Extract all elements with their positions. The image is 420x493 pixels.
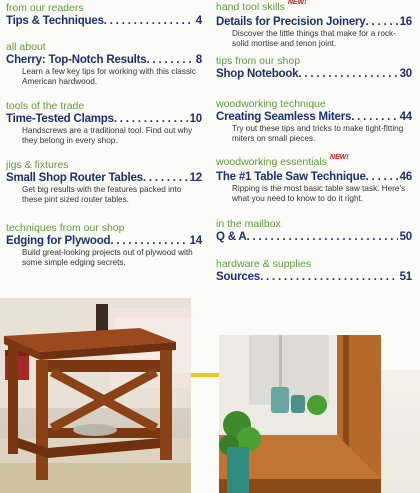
entry-description: Handscrews are a traditional tool. Find out why they belong in every shop.: [22, 126, 193, 145]
entry-kicker-text: woodworking essentials: [216, 156, 327, 168]
entry-page-number: 10: [189, 113, 202, 125]
toc-entry-precision-joinery[interactable]: [216, 1, 412, 49]
toc-entry-clamps[interactable]: [6, 100, 202, 146]
dot-leader: [351, 110, 397, 124]
new-badge: NEW!: [287, 0, 307, 6]
entry-kicker: woodworking technique: [216, 98, 326, 110]
entry-kicker: all about: [6, 41, 46, 53]
dot-leader: [260, 270, 398, 284]
entry-title-row: [216, 67, 412, 81]
entry-page-number: 51: [399, 271, 412, 283]
entry-title-row: [216, 110, 412, 124]
entry-page-number: 16: [399, 16, 412, 28]
entry-kicker: [216, 1, 412, 15]
entry-title: Small Shop Router Tables: [6, 172, 143, 184]
dot-leader: [366, 170, 398, 184]
entry-title: Cherry: Top-Notch Results: [6, 54, 147, 66]
toc-entry-shop-notebook[interactable]: [216, 55, 412, 81]
entry-page-number: 46: [399, 171, 412, 183]
entry-title-row: [6, 171, 202, 185]
toc-entry-edging-plywood[interactable]: [6, 222, 202, 268]
entry-description: Learn a few key tips for working with this classic American hardwood.: [22, 67, 196, 86]
entry-title: Creating Seamless Miters: [216, 111, 352, 123]
entry-title: Q & A: [216, 231, 247, 243]
dot-leader: [114, 112, 188, 126]
entry-kicker: tips from our shop: [216, 55, 301, 67]
dot-leader: [247, 230, 398, 244]
entry-page-number: 50: [399, 231, 412, 243]
entry-kicker: jigs & fixtures: [6, 159, 69, 171]
toc-entry-tips-techniques[interactable]: [6, 2, 202, 28]
entry-page-number: 44: [399, 111, 412, 123]
entry-title-row: [6, 14, 202, 28]
entry-title-row: [216, 170, 412, 184]
entry-kicker: tools of the trade: [6, 100, 85, 112]
entry-title-row: [6, 53, 202, 67]
dot-leader: [143, 171, 188, 185]
entry-description: Discover the little things that make for a rock-solid mortise and tenon joint.: [232, 29, 396, 48]
entry-title: Sources: [216, 271, 260, 283]
entry-title-row: [216, 270, 412, 284]
cherry-table-illustration: [0, 298, 191, 493]
toc-entry-router-tables[interactable]: [6, 159, 202, 205]
toc-entry-cherry[interactable]: [6, 41, 202, 87]
new-badge: NEW!: [329, 154, 349, 161]
entry-title-row: [6, 234, 202, 248]
entry-title: Time-Tested Clamps: [6, 113, 114, 125]
entry-kicker-text: hand tool skills: [216, 1, 285, 13]
entry-page-number: 30: [399, 68, 412, 80]
dot-leader: [146, 53, 193, 67]
entry-title: Shop Notebook: [216, 68, 299, 80]
entry-page-number: 12: [189, 172, 202, 184]
entry-kicker: in the mailbox: [216, 218, 281, 230]
entry-title: Tips & Techniques: [6, 15, 104, 27]
dot-leader: [104, 14, 194, 28]
entry-page-number: 4: [195, 15, 202, 27]
entry-page-number: 14: [189, 235, 202, 247]
entry-kicker: [216, 156, 412, 170]
dot-leader: [110, 234, 187, 248]
entry-title-row: [216, 230, 412, 244]
entry-description: Ripping is the most basic table saw task. Here's what you need to know to do it right.: [232, 184, 406, 203]
toc-entry-sources[interactable]: [216, 258, 412, 284]
mirror-illustration: [219, 335, 381, 493]
entry-kicker: from our readers: [6, 2, 84, 14]
toc-entry-seamless-miters[interactable]: [216, 98, 412, 144]
entry-kicker: hardware & supplies: [216, 258, 312, 270]
entry-kicker: techniques from our shop: [6, 222, 125, 234]
entry-page-number: 8: [195, 54, 202, 66]
cherry-table-photo: [0, 298, 191, 493]
entry-description: Get big results with the features packed into these pint sized router tables.: [22, 185, 182, 204]
toc-entry-qa[interactable]: [216, 218, 412, 244]
entry-description: Try out these tips and tricks to make tight-fitting miters on small pieces.: [232, 124, 404, 143]
page-margin-strip: [381, 370, 420, 493]
entry-title-row: [6, 112, 202, 126]
toc-entry-table-saw-technique[interactable]: [216, 156, 412, 204]
entry-title: Edging for Plywood: [6, 235, 111, 247]
entry-title-row: [216, 15, 412, 29]
entry-description: Build great-looking projects out of plywood with some simple edging secrets.: [22, 248, 193, 267]
entry-title: The #1 Table Saw Technique: [216, 171, 366, 183]
dot-leader: [298, 67, 397, 81]
entry-title: Details for Precision Joinery: [216, 16, 366, 28]
mitered-mirror-photo: [219, 335, 381, 493]
dot-leader: [366, 15, 398, 29]
